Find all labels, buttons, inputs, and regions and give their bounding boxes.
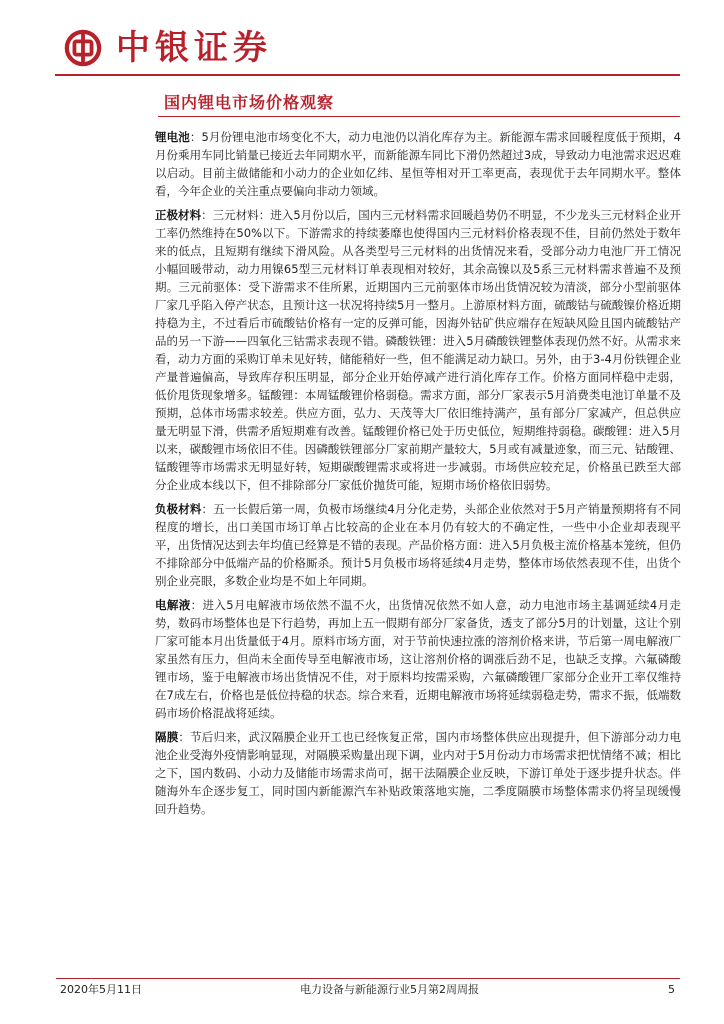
paragraph-text: ：三元材料：进入5月份以后，国内三元材料需求回暖趋势仍不明显，不少龙头三元材料企业开工率仍然维持在50%以下。下游需求的持续萎靡也使得国内三元材料价格表现不佳，目前仍然处于数年来的低点，且短期有继续下滑风险。从各类型号三元材料的出货情况来看，受部分动力电池厂开工情况小幅回暖带动，动力用镍65型三元材料订单表现相对较好，其余高镍以及5系三元材料需求普遍不及预期。三元前驱体：受下游需求不佳所累，近期国内三元前驱体市场出货情况较为清淡，部分小型前驱体厂家几乎陷入停产状态，且预计这一状况将持续5月一整月。上游原材料方面，硫酸钴与硫酸镍价格近期持稳为主，不过看后市硫酸钴价格有一定的反弹可能，因海外钴矿供应端存在短缺风险且国内硫酸钴产品的另一下游——四氧化三钴需求表现不错。磷酸铁锂：进入5月磷酸铁锂整体表现仍然不好。从需求来看，动力方面的采购订单未见好转，储能稍好一些，但不能满足动力缺口。另外，由于3-4月份铁锂企业产量普遍偏高，导致库存积压明显，部分企业开始停减产进行消化库存工作。价格方面同样稳中走弱，低价甩货现象增多。锰酸锂：本周锰酸锂价格弱稳。需求方面，部分厂家表示5月消费类电池订单量不及预期，总体市场需求较差。供应方面，弘力、天茂等大厂依旧维持满产，虽有部分厂家减产，但总供应量无明显下滑，供需矛盾短期难有改善。锰酸锂价格已处于历史低位，短期维持弱稳。碳酸锂：进入5月以来，碳酸锂市场依旧不佳。因磷酸铁锂部分厂家前期产量较大，5月或有减量迹象，而三元、钴酸锂、锰酸锂等市场需求无明显好转，短期碳酸锂需求或将进一步减弱。市场供应较充足，价格虽已跌至大部分企业成本线以下，但不排除部分厂家低价抛货可能，短期市场价格依旧弱势。 xyxy=(155,208,682,492)
footer-report-title: 电力设备与新能源行业5月第2周周报 xyxy=(300,983,479,996)
footer-divider xyxy=(56,978,680,979)
bank-of-china-logo-icon xyxy=(64,29,102,67)
paragraph-lead: 负极材料 xyxy=(155,502,202,516)
header-divider xyxy=(55,74,680,76)
paragraph-text: ：5月份锂电池市场变化不大，动力电池仍以消化库存为主。新能源车需求回暖程度低于预期，4月份乘用车同比销量已接近去年同期水平，而新能源车同比下滑仍然超过3成，导致动力电池需求迟迟难以启动。目前主做储能和小动力的企业如亿纬、星恒等相对开工率更高，表现优于去年同期水平。整体看，今年企业的关注重点要偏向非动力领域。 xyxy=(155,130,681,198)
paragraph-cathode xyxy=(155,206,681,494)
page-number: 5 xyxy=(668,983,675,996)
footer-date: 2020年5月11日 xyxy=(60,983,142,996)
report-header xyxy=(56,26,676,72)
paragraph-lead: 电解液 xyxy=(155,598,191,612)
paragraph-text: ：节后归来，武汉隔膜企业开工也已经恢复正常，国内市场整体供应出现提升，但下游部分动力电池企业受海外疫情影响显现，对隔膜采购量出现下调，业内对于5月份动力市场需求把忧情绪不减；相比之下，国内数码、小动力及储能市场需求尚可，据干法隔膜企业反映，下游订单处于逐步提升状态。伴随海外车企逐步复工，同时国内新能源汽车补贴政策落地实施，二季度隔膜市场整体需求仍将呈现缓慢回升趋势。 xyxy=(155,730,681,816)
report-body xyxy=(155,128,681,824)
paragraph-electrolyte xyxy=(155,596,681,722)
paragraph-text: ：五一长假后第一周，负极市场继续4月分化走势，头部企业依然对于5月产销量预期将有不同程度的增长，出口美国市场订单占比较高的企业在本月仍有较大的不确定性，一些中小企业却表现平平，出货情况达到去年均值已经算是不错的表现。产品价格方面：进入5月负极主流价格基本笼统，但仍不排除部分中低端产品的价格厮杀。预计5月负极市场将延续4月走势，整体市场依然表现不佳，出货个别企业亮眼，多数企业均是不如上年同期。 xyxy=(155,502,681,588)
section-title: 国内锂电市场价格观察 xyxy=(164,93,335,112)
paragraph-text: ：进入5月电解液市场依然不温不火，出货情况依然不如人意，动力电池市场主基调延续4月走势，数码市场整体也是下行趋势，再加上五一假期有部分厂家备货，透支了部分5月的计划量，这让个别厂家可能本月出货量低于4月。原料市场方面，对于节前快速拉涨的溶剂价格来讲，节后第一周电解液厂家虽然有压力，但尚未全面传导至电解液市场，这让溶剂价格的调涨后劲不足，也缺乏支撑。六氟磷酸锂市场，鉴于电解液市场出货情况不佳，对于原料均按需采购，六氟磷酸锂厂家部分企业开工率仅维持在7成左右，价格也是低位持稳的状态。综合来看，近期电解液市场将延续弱稳走势，需求不振，低端数码市场价格混战将延续。 xyxy=(155,598,681,720)
brand-name: 中银证券 xyxy=(116,28,272,68)
paragraph-anode xyxy=(155,500,681,590)
paragraph-lead: 正极材料 xyxy=(155,208,202,222)
paragraph-separator xyxy=(155,728,681,818)
paragraph-lead: 隔膜 xyxy=(155,730,179,744)
paragraph-lead: 锂电池 xyxy=(155,130,190,144)
section-title-divider xyxy=(158,116,680,117)
paragraph-battery xyxy=(155,128,681,200)
